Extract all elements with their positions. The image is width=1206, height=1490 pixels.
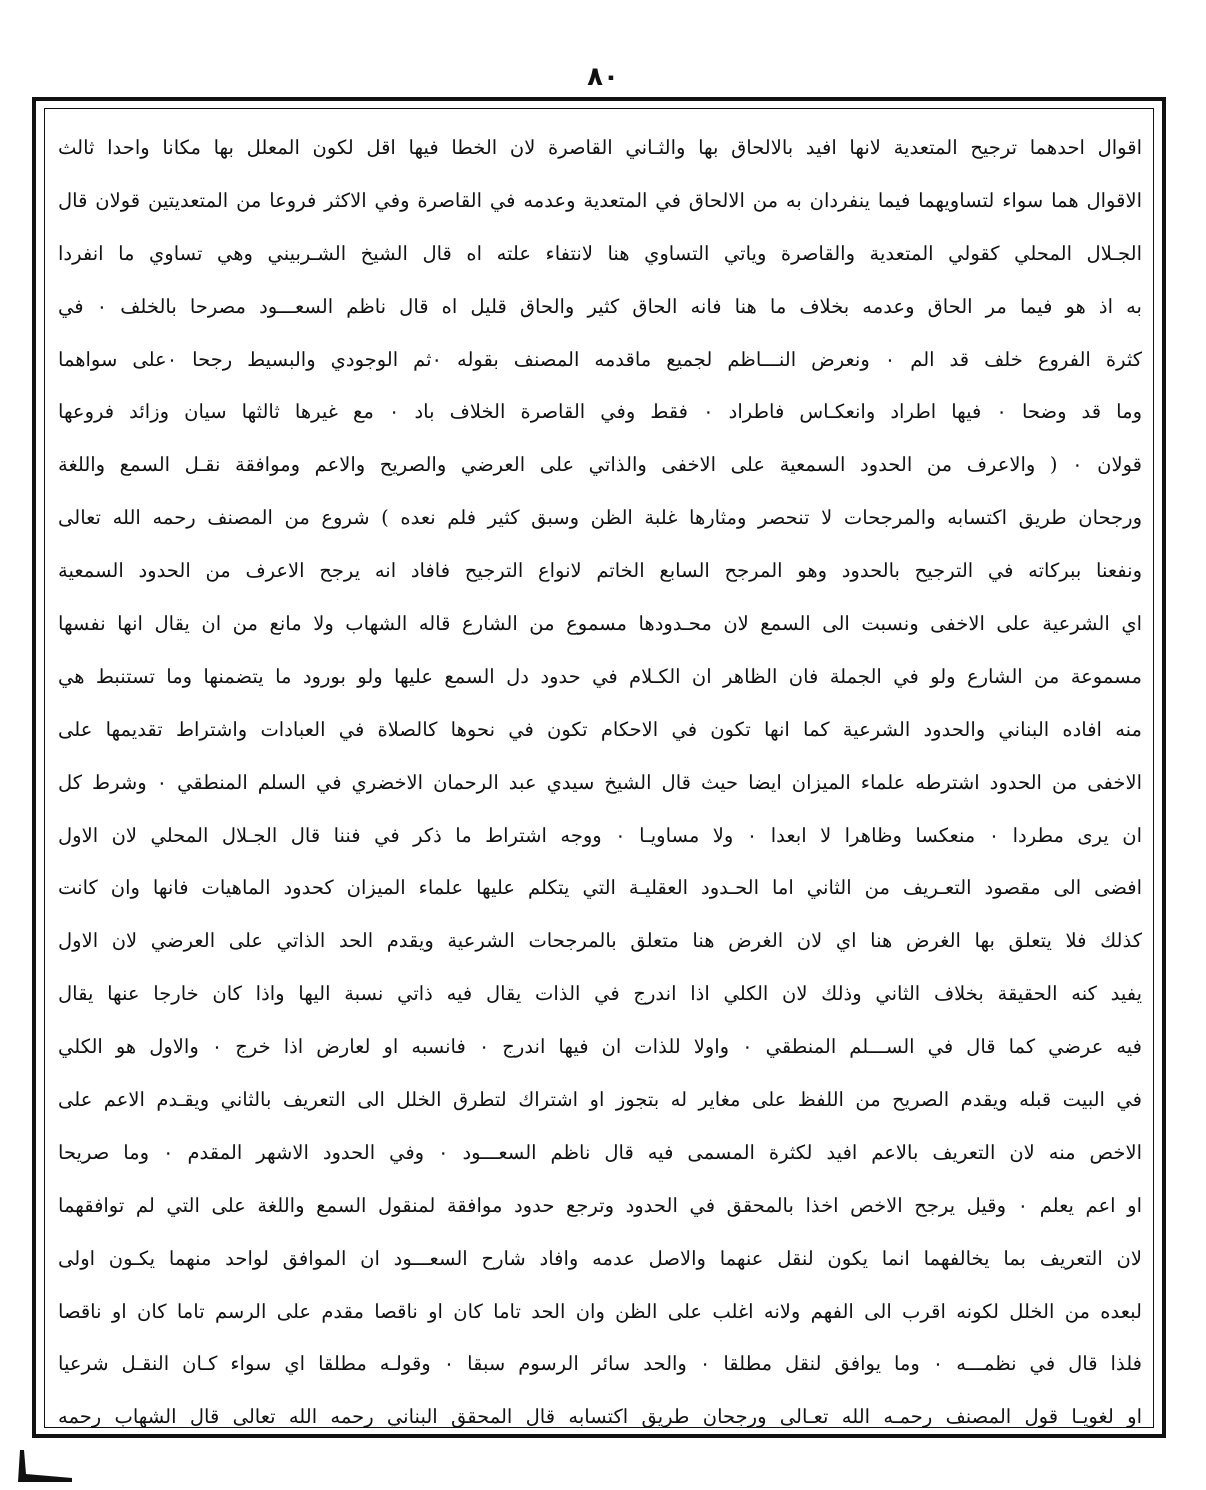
text-line: ان يرى مطردا ٠ منعكسا وظاهرا لا ابعدا ٠ ولا مساويـا ٠ ووجه اشتراط ما ذكر في فننا قال الجـلال المحلي لان الاول: [58, 823, 1142, 847]
text-line: في البيت قبله ويقدم الصريح من اللفظ على مغاير له بتجوز او اشتراك لتطرق الخلل الى التعريف بالثاني ويقـدم الاعم على: [58, 1088, 1142, 1112]
text-line: لان التعريف بما يخالفهما انما يكون لنقل عنهما والاصل عدمه وافاد شارح السعـــود ان الموافق لواحد منهما يكـون اولى: [58, 1246, 1142, 1270]
text-line: الاخص منه لان التعريف بالاعم افيد لكثرة المسمى فيه قال ناظم السعـــود ٠ وفي الحدود الاشهر المقدم ٠ وما صريحا: [58, 1140, 1142, 1164]
text-line: كذلك فلا يتعلق بها الغرض هنا اي لان الغرض هنا متعلق بالمرجحات الشرعية ويقدم الحد الذاتي على العرضي لان الاول: [58, 929, 1142, 953]
text-line: ورجحان طريق اكتسابه والمرجحات لا تنحصر ومثارها غلبة الظن وسبق كثير فلم نعده ) شروع من المصنف رحمه الله تعالى: [58, 506, 1142, 530]
text-line: او اعم يعلم ٠ وقيل يرجح الاخص اخذا بالمحقق في الحدود وترجع حدود موافقة لمنقول السمع واللغة على التي لم توافقهما: [58, 1193, 1142, 1217]
page-number: ٨٠: [587, 62, 619, 92]
text-line: فلذا قال في نظمـــه ٠ وما يوافق لنقل مطلقا ٠ والحد سائر الرسوم سبقا ٠ وقولـه مطلقا اي سواء كـان النقـل شرعيا: [58, 1352, 1142, 1376]
text-line: فيه عرضي كما قال في الســـلم المنطقي ٠ واولا للذات ان فيها اندرج ٠ فانسبه او لعارض اذا خرج ٠ والاول هو الكلي: [58, 1035, 1142, 1059]
text-line: مسموعة من الشارع ولو في الجملة فان الظاهر ان الكـلام في حدود دل السمع عليها ولو بورود ما يتضمنها وما تستنبط هي: [58, 664, 1142, 688]
text-line: او لغويـا قول المصنف رحمـه الله تعـالى ورجحان طريق اكتسابه قال المحقق البناني رحمه الله تعالى قال الشهاب رحمه: [58, 1405, 1142, 1429]
corner-mark: [14, 1448, 74, 1484]
text-line: قولان ٠ ( والاعرف من الحدود السمعية على الاخفى والذاتي على العرضي والصريح والاعم وموافقة نقـل السمع واللغة: [58, 453, 1142, 477]
text-line: منه افاده البناني والحدود الشرعية كما انها تكون في الاحكام تكون في نحوها كالصلاة في العبادات واشتراط تقديمها على: [58, 717, 1142, 741]
text-line: كثرة الفروع خلف قد الم ٠ ونعرض النـــاظم لجميع ماقدمه المصنف بقوله ٠ثم الوجودي والبسيط رجحا ٠على سواهما: [58, 347, 1142, 371]
text-line: الاخفى من الحدود اشترطه علماء الميزان ايضا حيث قال الشيخ سيدي عبد الرحمان الاخضري في السلم المنطقي ٠ وشرط كل: [58, 770, 1142, 794]
text-line: الاقوال هما سواء لتساويهما فيما ينفردان به من الالحاق في المتعدية وعدمه في القاصرة وفي الاكثر فروعا من المتعديتين قولان قال: [58, 188, 1142, 212]
text-line: ونفعنا ببركاته في الترجيح بالحدود وهو المرجح السابع الخاتم لانواع الترجيح فافاد انه يرجح الاعرف من الحدود السمعية: [58, 559, 1142, 583]
text-line: يفيد كنه الحقيقة بخلاف الثاني وذلك لان الكلي اذا اندرج في الذات يقال فيه ذاتي نسبة اليها واذا كان خارجا عنها يقال: [58, 982, 1142, 1006]
text-line: لبعده من الخلل لكونه اقرب الى الفهم ولانه اغلب على الظن وان الحد تاما كان او ناقصا مقدم على الرسم تاما كان او ناقصا: [58, 1299, 1142, 1323]
text-line: اقوال احدهما ترجيح المتعدية لانها افيد بالالحاق بها والثـاني القاصرة لان الخطا فيها اقل لكون المعلل بها مكانا واحدا ثالث: [58, 136, 1142, 159]
text-line: به اذ هو فيما مر الحاق وعدمه بخلاف ما هنا فانه الحاق كثير والحاق قليل اه قال ناظم السعـــود مصرحا بالخلف ٠ في: [58, 294, 1142, 318]
text-line: اي الشرعية على الاخفى ونسبت الى السمع لان محـدودها مسموع من الشارع قاله الشهاب ولا مانع من ان يقال انها نفسها: [58, 612, 1142, 636]
text-line: افضى الى مقصود التعـريف من الثاني اما الحـدود العقليـة التي يتكلم عليها علماء الميزان كحدود الماهيات فانها وان كانت: [58, 876, 1142, 900]
text-line: الجـلال المحلي كقولي المتعدية والقاصرة وياتي التساوي هنا لانتفاء علته اه قال الشيخ الشـربيني وهي تساوي ما انفردا: [58, 241, 1142, 265]
text-body: [58, 122, 1142, 1444]
text-line: وما قد وضحا ٠ فيها اطراد وانعكـاس فاطراد ٠ فقط وفي القاصرة الخلاف باد ٠ مع غيرها ثالثها سيان وزائد فروعها: [58, 400, 1142, 424]
